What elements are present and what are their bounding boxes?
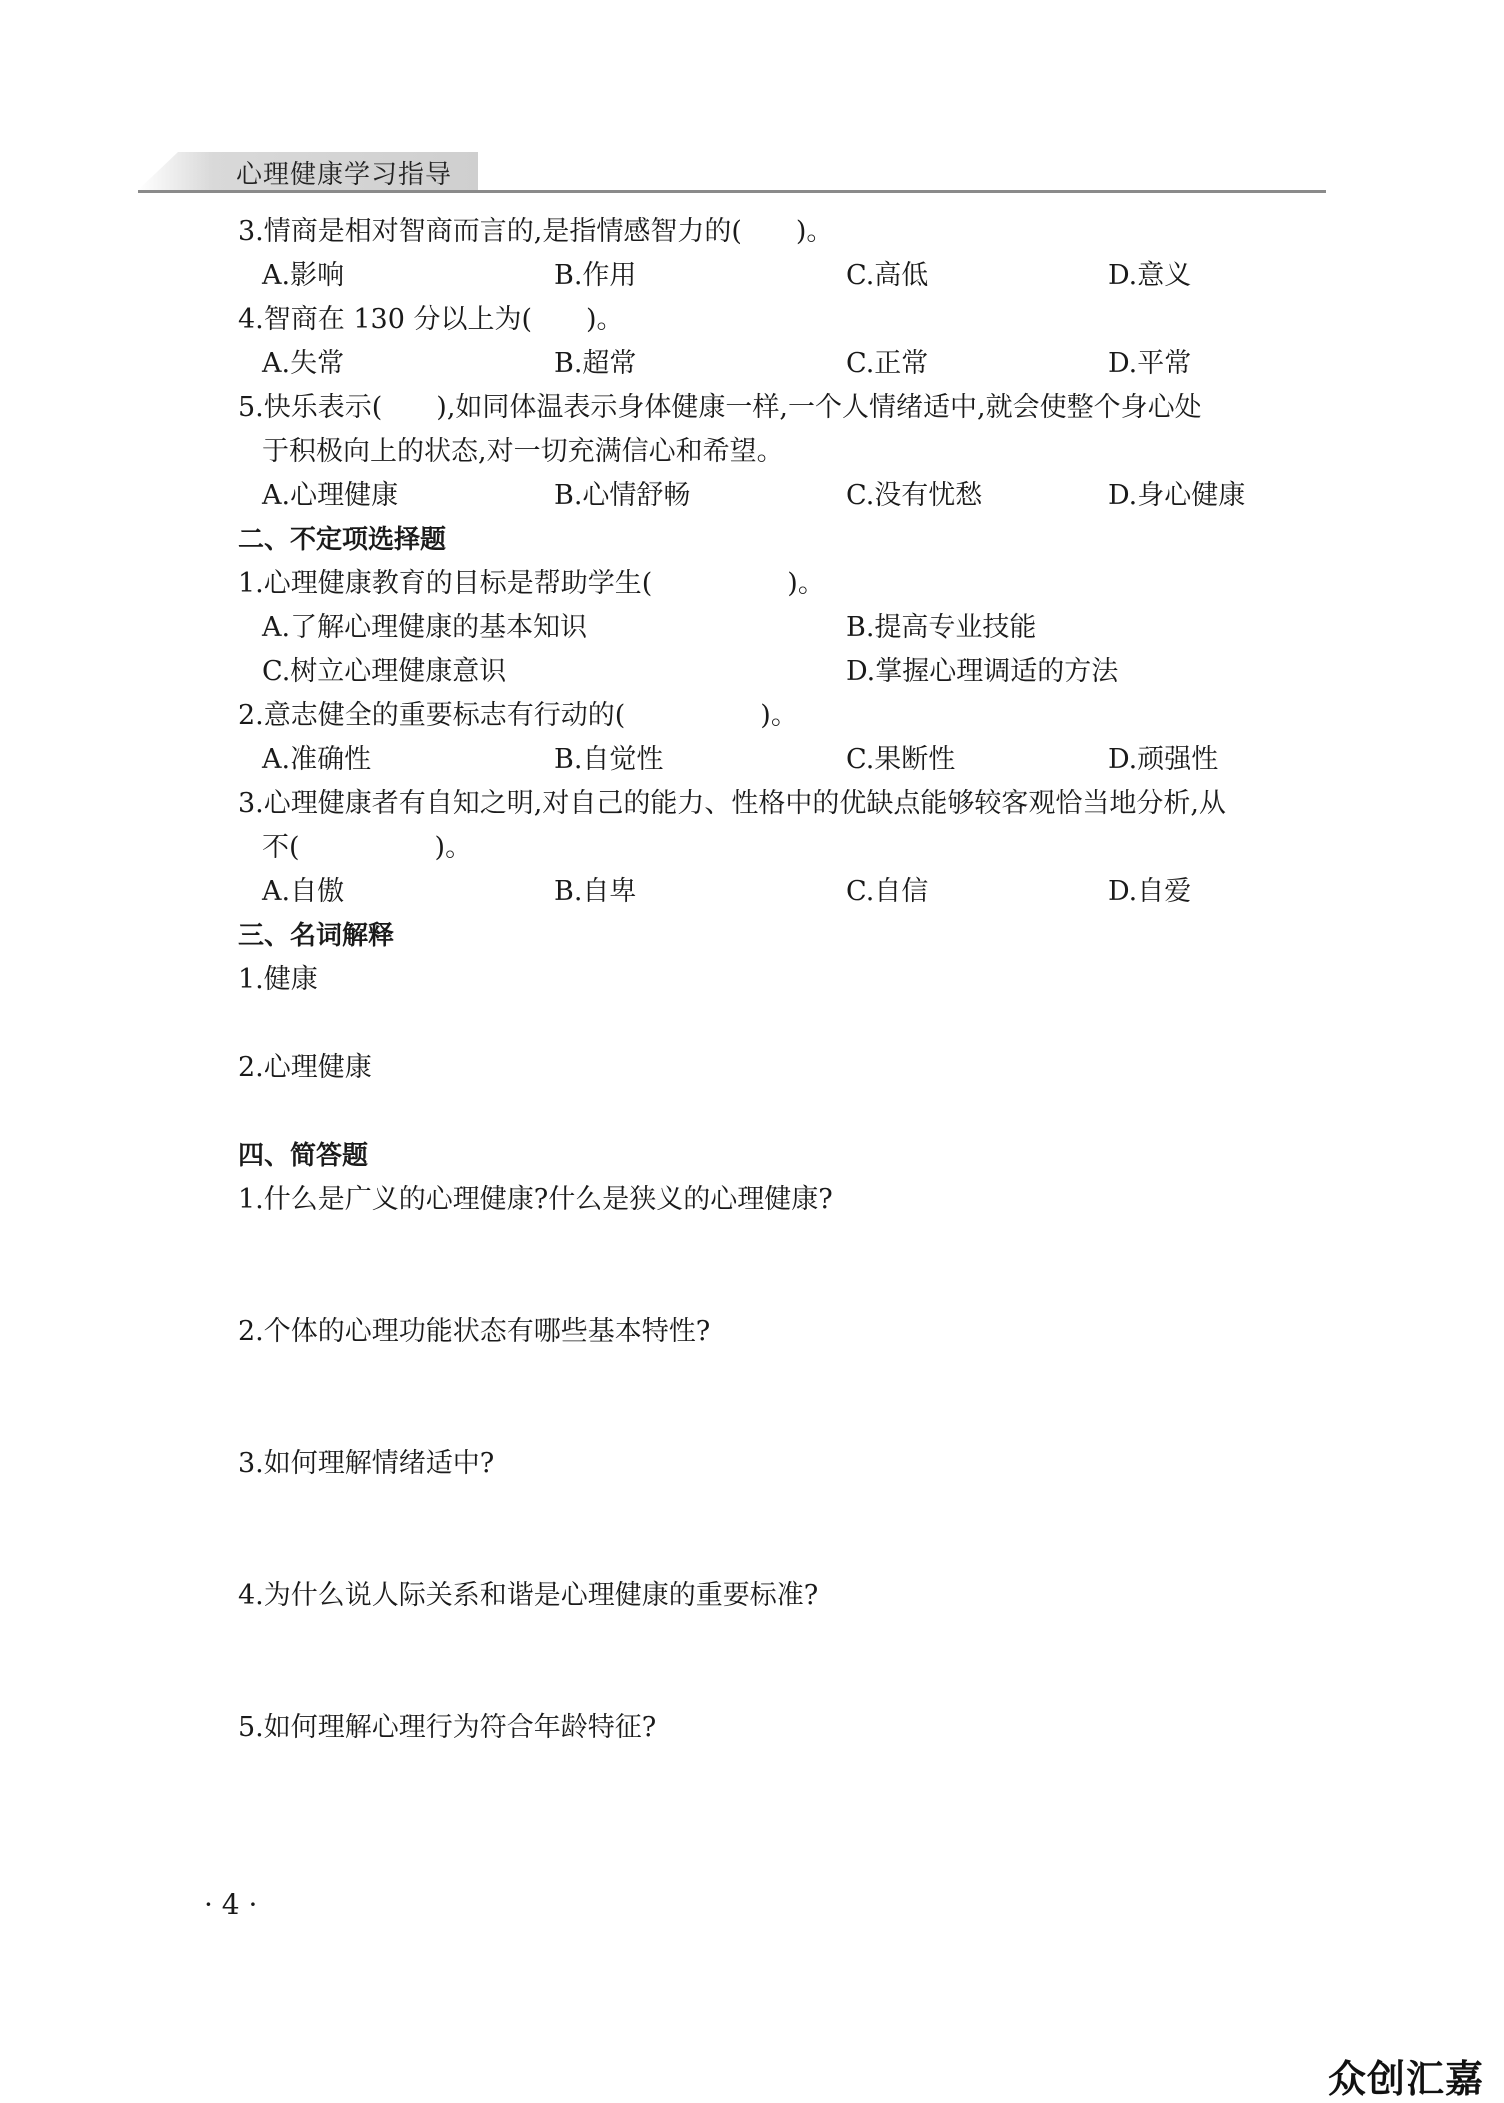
question-stem-line1: 3.心理健康者有自知之明,对自己的能力、性格中的优缺点能够较客观恰当地分析,从	[238, 788, 1226, 819]
option: A.自傲	[262, 876, 345, 907]
running-header-title: 心理健康学习指导	[236, 160, 453, 190]
option: B.自觉性	[554, 744, 664, 775]
option: C.高低	[846, 260, 929, 291]
option: D.平常	[1108, 348, 1192, 379]
option: A.心理健康	[262, 480, 399, 511]
option: A.了解心理健康的基本知识	[262, 612, 588, 643]
question-stem: 2.意志健全的重要标志有行动的( )。	[238, 700, 798, 731]
answer-space	[238, 1354, 1338, 1442]
question-stem-line2: 于积极向上的状态,对一切充满信心和希望。	[262, 436, 784, 467]
option: B.超常	[554, 348, 637, 379]
short-answer-item: 5.如何理解心理行为符合年龄特征?	[238, 1712, 657, 1743]
question-stem: 1.心理健康教育的目标是帮助学生( )。	[238, 568, 825, 599]
option: C.果断性	[846, 744, 956, 775]
option: B.作用	[554, 260, 637, 291]
page-number: · 4 ·	[204, 1888, 258, 1921]
answer-space	[238, 1618, 1338, 1706]
term-item: 2.心理健康	[238, 1052, 372, 1083]
option-row	[238, 606, 1338, 650]
option: B.提高专业技能	[846, 612, 1037, 643]
answer-space	[238, 1090, 1338, 1134]
option: D.掌握心理调适的方法	[846, 656, 1119, 687]
option-row	[238, 650, 1338, 694]
header-rule	[138, 190, 1326, 193]
option: C.树立心理健康意识	[262, 656, 507, 687]
question-stem-line2: 不( )。	[262, 832, 473, 863]
page-content	[238, 210, 1338, 1750]
answer-space	[238, 1486, 1338, 1574]
watermark-logo: 众创汇嘉	[1328, 2057, 1485, 2101]
short-answer-item: 1.什么是广义的心理健康?什么是狭义的心理健康?	[238, 1184, 833, 1215]
option: A.失常	[262, 348, 345, 379]
option: D.意义	[1108, 260, 1192, 291]
option-row	[238, 870, 1338, 914]
option-row	[238, 738, 1338, 782]
option-row	[238, 474, 1338, 518]
section-heading: 四、简答题	[238, 1141, 369, 1171]
option: D.顽强性	[1108, 744, 1219, 775]
option: B.心情舒畅	[554, 480, 691, 511]
option-row	[238, 342, 1338, 386]
answer-space	[238, 1222, 1338, 1310]
option: A.影响	[262, 260, 345, 291]
term-item: 1.健康	[238, 964, 318, 995]
question-stem: 4.智商在 130 分以上为( )。	[238, 304, 624, 335]
short-answer-item: 2.个体的心理功能状态有哪些基本特性?	[238, 1316, 711, 1347]
section-heading: 二、不定项选择题	[238, 525, 447, 555]
short-answer-item: 4.为什么说人际关系和谐是心理健康的重要标准?	[238, 1580, 819, 1611]
option-row	[238, 254, 1338, 298]
option: C.正常	[846, 348, 929, 379]
option: D.自爱	[1108, 876, 1192, 907]
option: C.没有忧愁	[846, 480, 983, 511]
short-answer-item: 3.如何理解情绪适中?	[238, 1448, 495, 1479]
section-heading: 三、名词解释	[238, 921, 395, 951]
option: C.自信	[846, 876, 929, 907]
question-stem-line1: 5.快乐表示( ),如同体温表示身体健康一样,一个人情绪适中,就会使整个身心处	[238, 392, 1202, 423]
option: A.准确性	[262, 744, 372, 775]
question-stem: 3.情商是相对智商而言的,是指情感智力的( )。	[238, 216, 834, 247]
option: D.身心健康	[1108, 480, 1246, 511]
answer-space	[238, 1002, 1338, 1046]
option: B.自卑	[554, 876, 637, 907]
